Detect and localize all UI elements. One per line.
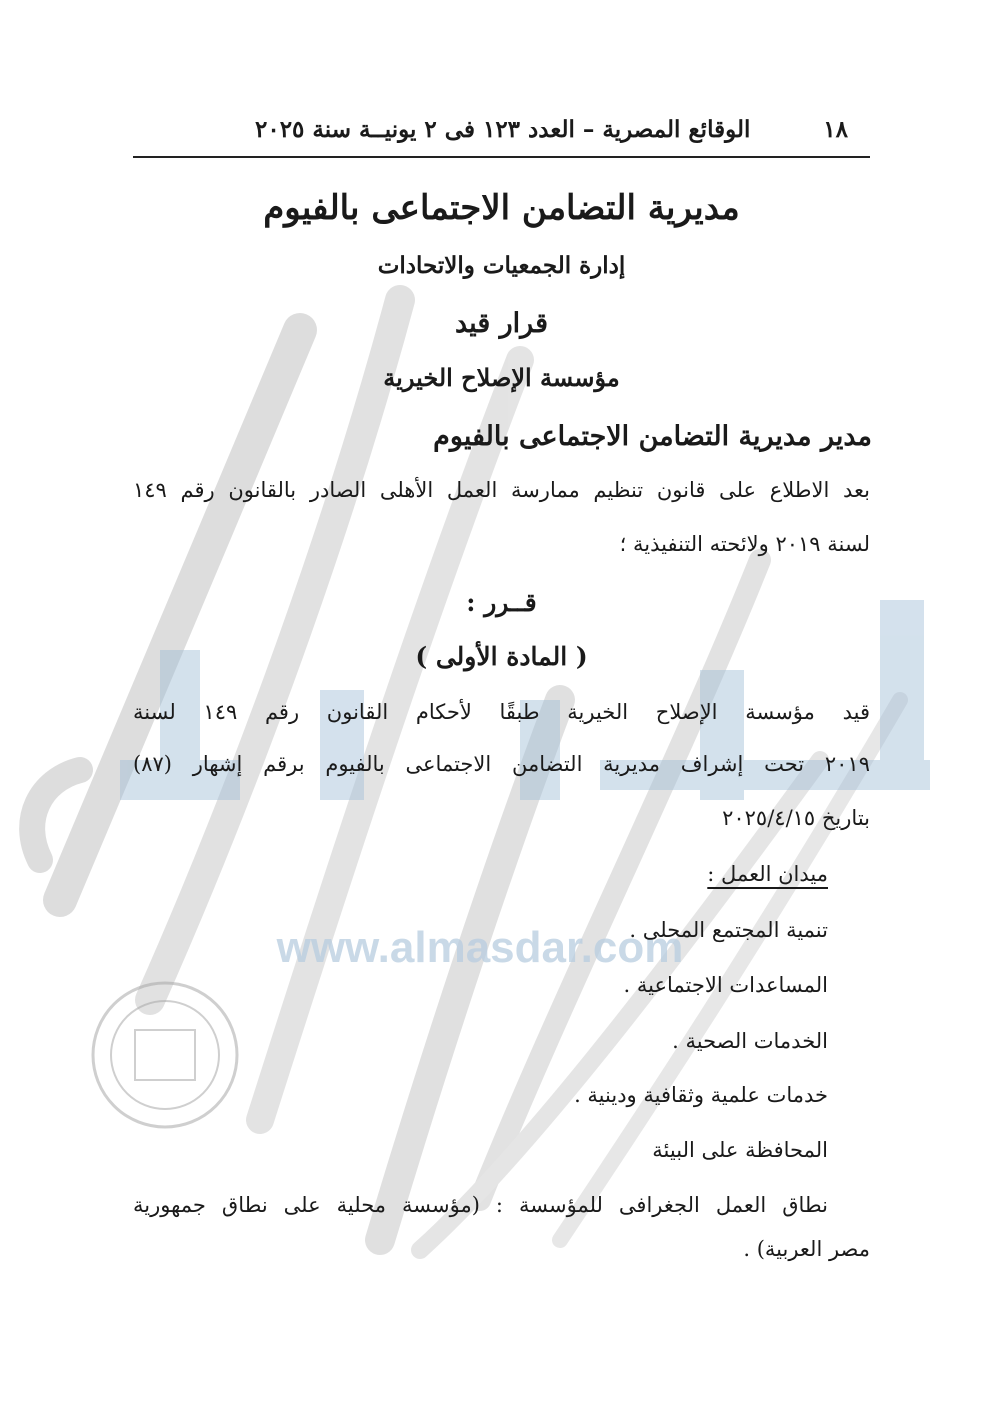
scope-line-1: نطاق العمل الجغرافى للمؤسسة : (مؤسسة محلية على نطاق جمهورية (133, 1193, 828, 1217)
page-header (133, 112, 870, 152)
field-item-1: المساعدات الاجتماعية . (623, 973, 828, 997)
field-item-2: الخدمات الصحية . (672, 1029, 828, 1053)
preamble-line-1: بعد الاطلاع على قانون تنظيم ممارسة العمل الأهلى الصادر بالقانون رقم ١٤٩ (133, 478, 870, 502)
page-number: ١٨ (823, 116, 848, 143)
department-title: إدارة الجمعيات والاتحادات (377, 252, 626, 279)
decided-heading: قــرر : (466, 588, 537, 617)
article-line-3: بتاريخ ٢٠٢٥/٤/١٥ (722, 806, 870, 830)
preamble-line-2: لسنة ٢٠١٩ ولائحته التنفيذية ؛ (619, 532, 870, 556)
article-line-2: ٢٠١٩ تحت إشراف مديرية التضامن الاجتماعى بالفيوم برقم إشهار (٨٧) (133, 752, 870, 776)
directorate-title: مديرية التضامن الاجتماعى بالفيوم (263, 188, 740, 228)
issuer-title: مدير مديرية التضامن الاجتماعى بالفيوم (433, 421, 872, 452)
article-title: ( المادة الأولى ) (415, 642, 588, 671)
field-item-0: تنمية المجتمع المحلى . (629, 918, 828, 942)
decision-title: قرار قيد (455, 308, 548, 339)
ministry-seal (93, 983, 237, 1127)
header-divider (133, 156, 870, 158)
publication-line: الوقائع المصرية – العدد ١٢٣ فى ٢ يونيــة سنة ٢٠٢٥ (255, 116, 751, 143)
foundation-name: مؤسسة الإصلاح الخيرية (383, 363, 620, 392)
field-label: ميدان العمل : (707, 862, 828, 886)
scope-line-2: مصر العربية) . (743, 1237, 870, 1261)
watermark-url: www.almasdar.com (276, 923, 684, 972)
field-item-3: خدمات علمية وثقافية ودينية . (574, 1083, 828, 1107)
field-item-4: المحافظة على البيئة (652, 1138, 828, 1162)
article-line-1: قيد مؤسسة الإصلاح الخيرية طبقًا لأحكام القانون رقم ١٤٩ لسنة (133, 700, 870, 724)
